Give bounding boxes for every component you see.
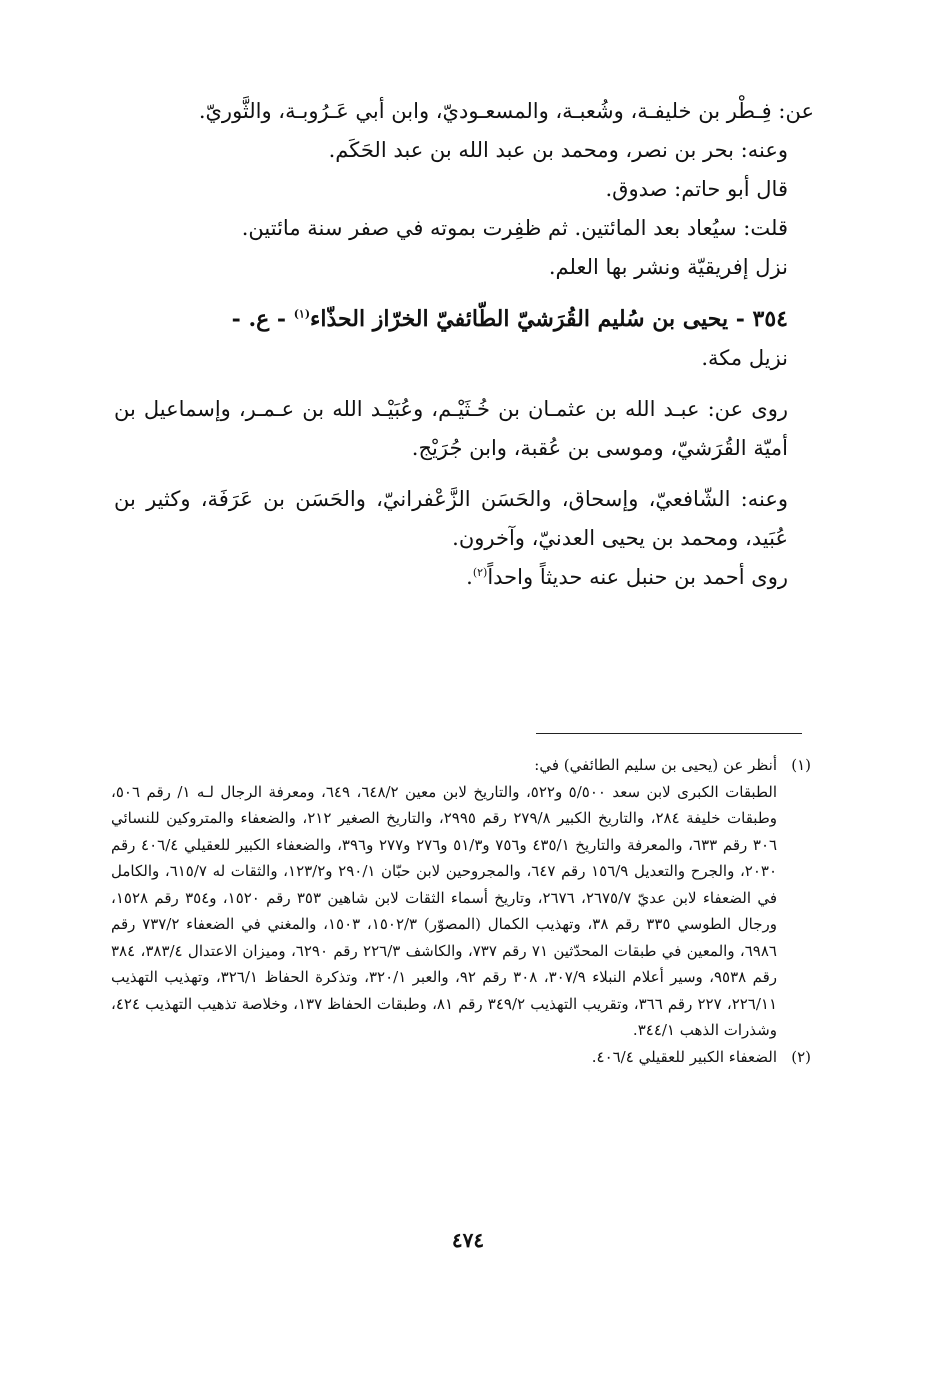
paragraph-settled: نزل إفريقيّة ونشر بها العلم. bbox=[548, 255, 788, 279]
paragraph-narrated-by-2: وعنه: الشّافعيّ، وإسحاق، والحَسَن الزَّعْفرانيّ، والحَسَن بن عَرَفَة، وكثير بن عُبَيد، ومحمد بن يحيى العدنيّ، وآخرون. bbox=[114, 487, 788, 550]
footnote-text: الضعفاء الكبير للعقيلي ٤٠٦/٤. bbox=[591, 1047, 777, 1066]
footnote-1 bbox=[111, 752, 811, 1044]
entry-heading-title: ٣٥٤ - يحيى بن سُليم القُرَشيّ الطّائفيّ الخرّاز الحذّاء bbox=[310, 306, 788, 332]
main-text bbox=[114, 92, 814, 597]
footnote-body bbox=[111, 1044, 777, 1071]
paragraph-resident: نزيل مكة. bbox=[701, 346, 788, 370]
footnote-number: (٢) bbox=[791, 1047, 811, 1066]
footnote-text: الطبقات الكبرى لابن سعد ٥/٥٠٠ و٥٢٢، والتاريخ لابن معين ٦٤٨/٢، ٦٤٩، ومعرفة الرجال لـه ١/ رقم ٥٠٦، وطبقات خليفة ٢٨٤، والتاريخ الكبير ٢٧٩/٨ رقم ٢٩٩٥، والتاريخ الصغير ٢١٢، والضعفاء والمتروكين للنسائي ٣٠٦ رقم ٦٣٣، والمعرفة والتاريخ ٤٣٥/١ و٧٥٦ و٥١/٣ و٢٧٦ و٢٧٧ و٣٩٦، والضعفاء الكبير للعقيلي ٤٠٦/٤ رقم ٢٠٣٠، والجرح والتعديل ١٥٦/٩ رقم ٦٤٧، والمجروحين لابن حبّان ٢٩٠/١ و١٢٣/٢، والثقات له ٦١٥/٧، والكامل في الضعفاء لابن عديّ ٢٦٧٥/٧، ٢٦٧٦، وتاريخ أسماء الثقات لابن شاهين ٣٥٣ رقم ١٥٢٠، و٣٥٤ رقم ١٥٢٨، ورجال الطوسي ٣٣٥ رقم ٣٨، وتهذيب الكمال (المصوّر) ١٥٠٢/٣، ١٥٠٣، والمغني في الضعفاء ٧٣٧/٢ رقم ٦٩٨٦، والمعين في طبقات المحدّثين ٧١ رقم ٧٣٧، والكاشف ٢٢٦/٣ رقم ٦٢٩٠، وميزان الاعتدال ٣٨٣/٤، ٣٨٤ رقم ٩٥٣٨، وسير أعلام النبلاء ٣٠٧/٩، ٣٠٨ رقم ٩٢، والعبر ٣٢٠/١، وتذكرة الحفاظ ٣٢٦/١، وتهذيب التهذيب ٢٢٦/١١، ٢٢٧ رقم ٣٦٦، وتقريب التهذيب ٣٤٩/٢ رقم ٨١، وطبقات الحفاظ ١٣٧، وخلاصة تذهيب التهذيب ٤٢٤، وشذرات الذهب ٣٤٤/١. bbox=[111, 782, 778, 1039]
paragraph-narrated-from: عن: فِـطْر بن خليفـة، وشُعبـة، والمسعـوديّ، وابن أبي عَـرُوبـة، والثَّوريّ. bbox=[198, 99, 814, 123]
footnote-2 bbox=[111, 1044, 811, 1071]
footnote-lead: أنظر عن (يحيى بن سليم الطائفي) في: bbox=[534, 756, 777, 774]
footnote-ref-2: (٢) bbox=[472, 566, 488, 579]
footnote-number: (١) bbox=[791, 756, 811, 774]
paragraph-narrated-from-2: روى عن: عبـد الله بن عثمـان بن خُـثَيْـم، وعُبَيْـد الله بن عـمـر، وإسماعيل بن أميّة القُرَشيّ، وموسى بن عُقبة، وابن جُرَيْج. bbox=[114, 397, 788, 460]
paragraph-ahmad bbox=[114, 558, 814, 597]
page-number: ٤٧٤ bbox=[451, 1228, 485, 1252]
entry-heading bbox=[114, 299, 814, 339]
paragraph-author-note: قلت: سيُعاد بعد المائتين. ثم ظفِرت بموته في صفر سنة مائتين. bbox=[241, 216, 788, 240]
paragraph-ahmad-text: روى أحمد بن حنبل عنه حديثاً واحداً bbox=[487, 565, 788, 589]
entry-heading-tail: - ع. - bbox=[231, 306, 294, 332]
footnote-separator bbox=[536, 733, 802, 734]
spacer bbox=[114, 468, 814, 480]
paragraph-narrated-by: وعنه: بحر بن نصر، ومحمد بن عبد الله بن عبد الحَكَم. bbox=[328, 138, 788, 162]
footnote-body bbox=[111, 752, 777, 1044]
paragraph-ahmad-end: . bbox=[466, 565, 473, 589]
footnote-ref-1: (١) bbox=[293, 307, 311, 321]
paragraph-abu-hatim: قال أبو حاتم: صدوق. bbox=[605, 177, 788, 201]
footnotes bbox=[111, 752, 811, 1070]
spacer bbox=[114, 378, 814, 390]
